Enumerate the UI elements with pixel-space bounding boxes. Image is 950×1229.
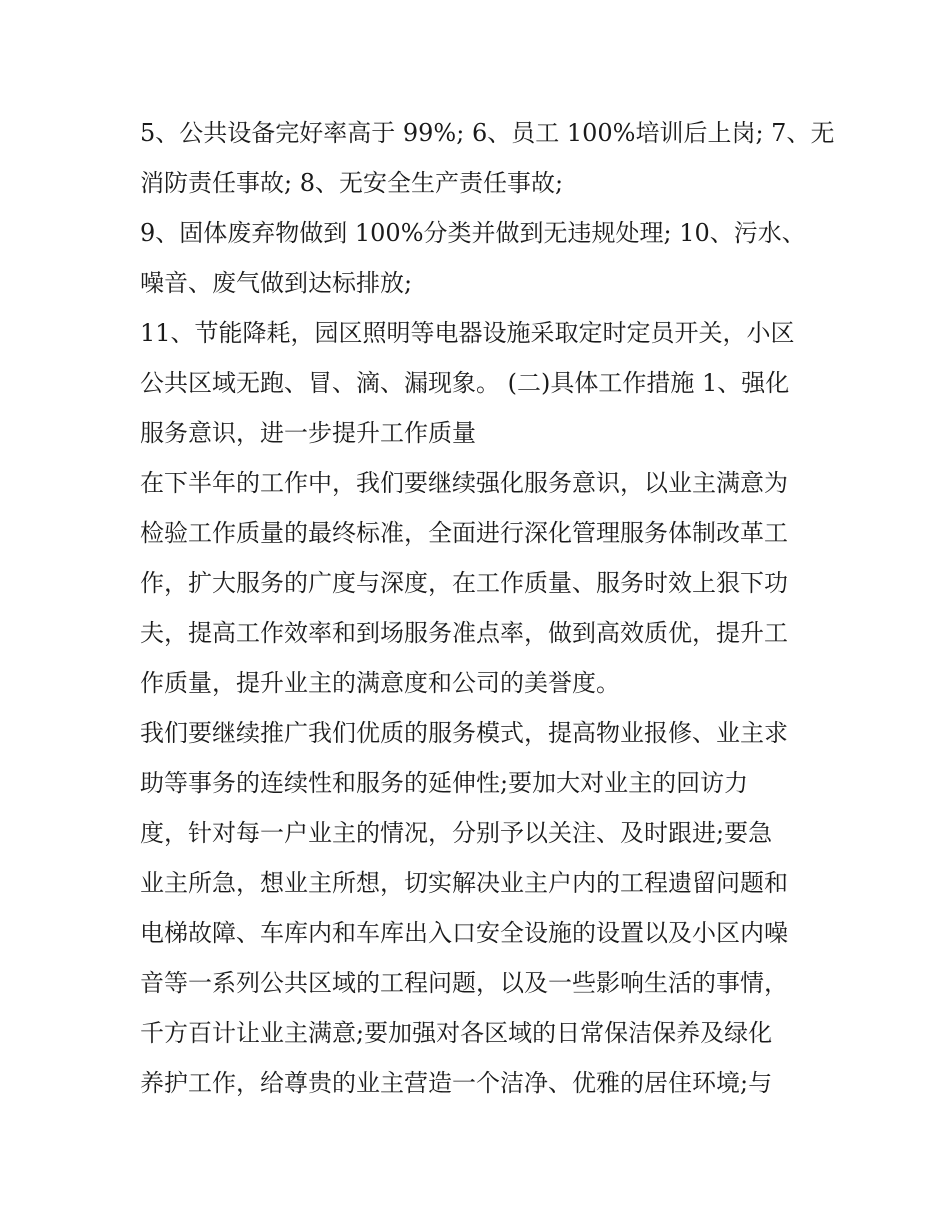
text-line: 公共区域无跑、冒、滴、漏现象。 (二)具体工作措施 1、强化 <box>140 369 790 397</box>
text-line: 9、固体废弃物做到 100%分类并做到无违规处理; 10、污水、 <box>140 219 806 247</box>
text-line: 度，针对每一户业主的情况，分别予以关注、及时跟进;要急 <box>140 819 773 847</box>
text-line: 作，扩大服务的广度与深度，在工作质量、服务时效上狠下功 <box>140 569 788 597</box>
document-body <box>140 108 835 1108</box>
text-line: 在下半年的工作中，我们要继续强化服务意识，以业主满意为 <box>140 469 788 497</box>
text-line: 业主所急，想业主所想，切实解决业主户内的工程遗留问题和 <box>140 869 788 897</box>
text-line: 我们要继续推广我们优质的服务模式，提高物业报修、业主求 <box>140 719 788 747</box>
text-line: 噪音、废气做到达标排放; <box>140 269 413 297</box>
text-line: 检验工作质量的最终标准，全面进行深化管理服务体制改革工 <box>140 519 788 547</box>
text-line: 服务意识，进一步提升工作质量 <box>140 419 476 447</box>
text-line: 5、公共设备完好率高于 99%; 6、员工 100%培训后上岗; 7、无 <box>140 119 835 147</box>
text-line: 作质量，提升业主的满意度和公司的美誉度。 <box>140 669 620 697</box>
text-line: 消防责任事故; 8、无安全生产责任事故; <box>140 169 564 197</box>
text-line: 音等一系列公共区域的工程问题，以及一些影响生活的事情， <box>140 969 788 997</box>
text-line: 夫，提高工作效率和到场服务准点率，做到高效质优，提升工 <box>140 619 788 647</box>
text-line: 11、节能降耗，园区照明等电器设施采取定时定员开关，小区 <box>140 319 795 347</box>
text-line: 千方百计让业主满意;要加强对各区域的日常保洁保养及绿化 <box>140 1019 773 1047</box>
text-line: 养护工作，给尊贵的业主营造一个洁净、优雅的居住环境;与 <box>140 1069 773 1097</box>
text-line: 助等事务的连续性和服务的延伸性;要加大对业主的回访力 <box>140 769 749 797</box>
text-line: 电梯故障、车库内和车库出入口安全设施的设置以及小区内噪 <box>140 919 788 947</box>
